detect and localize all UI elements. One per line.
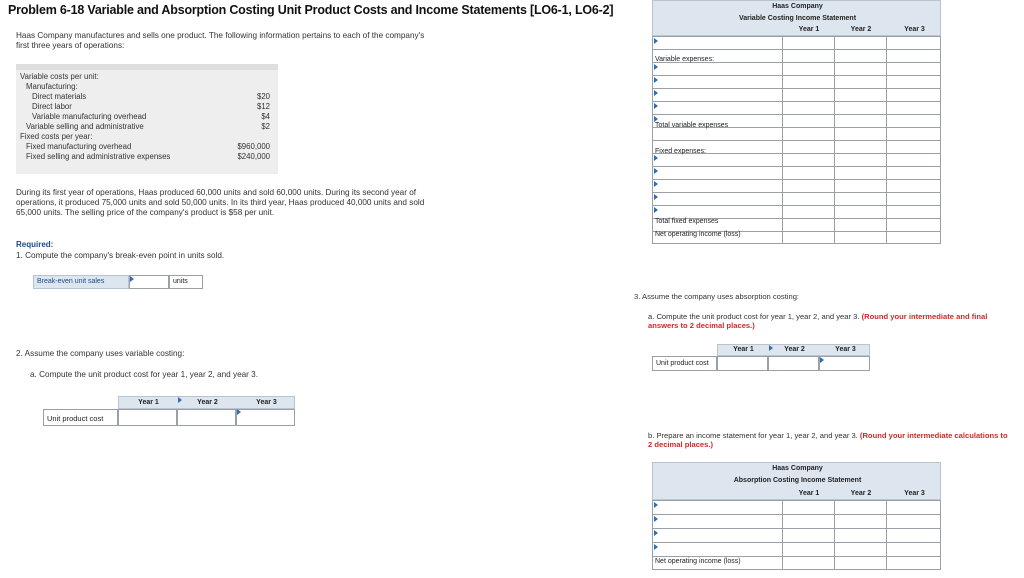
requirement-2a-text: a. Compute the unit product cost for year 1, year 2, and year 3. xyxy=(30,370,259,379)
statement-input-cell[interactable] xyxy=(834,192,886,205)
intro-text: Haas Company manufactures and sells one product. The following information pertains to each of the company's first three years of operations: xyxy=(16,31,425,50)
input-marker-icon xyxy=(654,155,658,161)
statement-input-cell[interactable] xyxy=(886,114,941,127)
input-marker-icon xyxy=(820,357,824,363)
vc-statement-header xyxy=(652,0,941,36)
vc-unit-cost-year2-input[interactable] xyxy=(177,409,236,426)
statement-input-cell[interactable] xyxy=(834,218,886,231)
statement-input-cell[interactable] xyxy=(782,542,834,556)
statement-input-cell[interactable] xyxy=(886,514,941,528)
ac-year-1-header: Year 1 xyxy=(733,346,754,353)
cost-data-box xyxy=(16,64,278,174)
operations-text: During its first year of operations, Haas produced 60,000 units and sold 60,000 units. During its second year of operations, it produced 75,000 units and sold 50,000 units. In its third year, Haas produced 40,000 units and sold 65,000 units. The selling price of the company's product is $58 per unit. xyxy=(16,188,425,217)
statement-input-cell[interactable] xyxy=(782,75,834,88)
vc-year-3-header: Year 3 xyxy=(904,26,925,33)
ac-year-2-header: Year 2 xyxy=(784,346,805,353)
statement-input-cell[interactable] xyxy=(834,556,886,570)
statement-input-cell[interactable] xyxy=(834,205,886,218)
statement-input-cell[interactable] xyxy=(886,542,941,556)
statement-input-cell[interactable] xyxy=(782,153,834,166)
breakeven-label-cell xyxy=(33,275,129,289)
vc-unit-cost-label-cell xyxy=(43,409,118,426)
statement-input-cell[interactable] xyxy=(886,153,941,166)
requirement-3a-note: (Round your intermediate and final answers to 2 decimal places.) xyxy=(648,312,988,330)
statement-input-cell[interactable] xyxy=(834,75,886,88)
direct-materials-label: Direct materials xyxy=(32,92,87,101)
vc-year-2-header: Year 2 xyxy=(850,26,872,33)
statement-input-cell[interactable] xyxy=(886,192,941,205)
var-mfg-oh-value: $4 xyxy=(261,112,270,121)
vc-unit-cost-year1-input[interactable] xyxy=(118,409,177,426)
statement-input-cell[interactable] xyxy=(886,166,941,179)
statement-input-cell[interactable] xyxy=(886,179,941,192)
ac-unit-cost-header xyxy=(717,344,870,356)
vc-unit-cost-header xyxy=(118,396,295,409)
statement-input-cell[interactable] xyxy=(834,542,886,556)
statement-input-cell[interactable] xyxy=(834,49,886,62)
fixed-mfg-oh-label: Fixed manufacturing overhead xyxy=(26,142,132,151)
statement-input-cell[interactable] xyxy=(886,556,941,570)
statement-input-cell[interactable] xyxy=(834,231,886,244)
ac-stmt-year-2-header: Year 2 xyxy=(850,490,872,497)
statement-input-cell[interactable] xyxy=(782,114,834,127)
ac-year-3-header: Year 3 xyxy=(835,346,856,353)
input-marker-icon xyxy=(654,530,658,536)
fixed-sga-label: Fixed selling and administrative expenses xyxy=(26,152,171,161)
vc-company-name: Haas Company xyxy=(772,3,823,10)
statement-input-cell[interactable] xyxy=(782,179,834,192)
statement-input-cell[interactable] xyxy=(782,62,834,75)
breakeven-input[interactable] xyxy=(129,275,169,289)
vc-variable-expenses-label: Variable expenses: xyxy=(655,56,715,63)
direct-labor-value: $12 xyxy=(256,102,270,111)
input-marker-icon xyxy=(237,409,241,415)
statement-input-cell[interactable] xyxy=(886,500,941,514)
statement-input-cell[interactable] xyxy=(886,36,941,49)
var-mfg-oh-label: Variable manufacturing overhead xyxy=(32,112,147,121)
statement-input-cell[interactable] xyxy=(834,88,886,101)
statement-input-cell[interactable] xyxy=(886,528,941,542)
manufacturing-header: Manufacturing: xyxy=(26,82,78,91)
input-marker-icon xyxy=(654,544,658,550)
ac-unit-cost-year3-input[interactable] xyxy=(819,356,870,371)
statement-input-cell[interactable] xyxy=(834,528,886,542)
input-marker-icon xyxy=(654,181,658,187)
statement-input-cell[interactable] xyxy=(782,127,834,140)
vc-year-1-header: Year 1 xyxy=(798,26,820,33)
statement-input-cell[interactable] xyxy=(886,231,941,244)
statement-input-cell[interactable] xyxy=(834,62,886,75)
ac-statement-header xyxy=(652,462,941,500)
statement-input-cell[interactable] xyxy=(886,101,941,114)
statement-input-cell[interactable] xyxy=(886,75,941,88)
statement-input-cell[interactable] xyxy=(782,101,834,114)
vc-total-fixed-label: Total fixed expenses xyxy=(655,218,719,225)
statement-input-cell[interactable] xyxy=(782,500,834,514)
requirement-1-text: 1. Compute the company's break-even point in units sold. xyxy=(16,251,225,260)
input-marker-icon xyxy=(654,207,658,213)
requirement-3a-main: a. Compute the unit product cost for year 1, year 2, and year 3. xyxy=(648,312,860,321)
statement-input-cell[interactable] xyxy=(782,49,834,62)
direct-labor-label: Direct labor xyxy=(32,102,72,111)
page-title: Problem 6-18 Variable and Absorption Costing Unit Product Costs and Income Statements [LO6-1, LO6-2] xyxy=(8,3,614,17)
statement-input-cell[interactable] xyxy=(886,218,941,231)
statement-input-cell[interactable] xyxy=(834,101,886,114)
fixed-sga-value: $240,000 xyxy=(237,152,270,161)
statement-input-cell[interactable] xyxy=(782,528,834,542)
statement-input-cell[interactable] xyxy=(782,140,834,153)
ac-unit-cost-label-cell xyxy=(652,356,717,371)
input-marker-icon xyxy=(654,168,658,174)
statement-input-cell[interactable] xyxy=(834,500,886,514)
input-marker-icon xyxy=(130,276,134,282)
statement-input-cell[interactable] xyxy=(834,166,886,179)
ac-net-income-label: Net operating income (loss) xyxy=(655,558,741,565)
statement-input-cell[interactable] xyxy=(886,140,941,153)
vc-fixed-expenses-label: Fixed expenses: xyxy=(655,148,706,155)
breakeven-unit-cell xyxy=(169,275,203,289)
statement-input-cell[interactable] xyxy=(782,514,834,528)
statement-input-cell[interactable] xyxy=(834,140,886,153)
statement-input-cell[interactable] xyxy=(782,205,834,218)
statement-input-cell[interactable] xyxy=(782,36,834,49)
requirement-3b-main: b. Prepare an income statement for year 1, year 2, and year 3. xyxy=(648,431,858,440)
statement-input-cell[interactable] xyxy=(782,166,834,179)
statement-input-cell[interactable] xyxy=(886,127,941,140)
statement-input-cell[interactable] xyxy=(886,62,941,75)
year-1-header: Year 1 xyxy=(138,399,159,406)
ac-unit-cost-year2-input[interactable] xyxy=(768,356,819,371)
variable-costs-header: Variable costs per unit: xyxy=(20,72,99,81)
input-marker-icon xyxy=(178,397,182,403)
input-marker-icon xyxy=(654,502,658,508)
vc-unit-cost-label: Unit product cost xyxy=(47,414,104,423)
statement-input-cell[interactable] xyxy=(782,192,834,205)
statement-input-cell[interactable] xyxy=(834,153,886,166)
ac-unit-cost-label: Unit product cost xyxy=(656,360,709,367)
ac-stmt-year-1-header: Year 1 xyxy=(798,490,820,497)
statement-input-cell[interactable] xyxy=(782,218,834,231)
statement-input-cell[interactable] xyxy=(782,231,834,244)
input-marker-icon xyxy=(654,516,658,522)
vc-unit-cost-year3-input[interactable] xyxy=(236,409,295,426)
vc-net-income-label: Net operating income (loss) xyxy=(655,231,741,238)
statement-input-cell[interactable] xyxy=(886,49,941,62)
statement-input-cell[interactable] xyxy=(834,179,886,192)
fixed-costs-header: Fixed costs per year: xyxy=(20,132,93,141)
year-2-header: Year 2 xyxy=(197,399,218,406)
statement-input-cell[interactable] xyxy=(834,114,886,127)
requirement-3b-note: (Round your intermediate calculations to 2 decimal places.) xyxy=(648,431,1008,449)
input-marker-icon xyxy=(654,38,658,44)
requirement-2-text: 2. Assume the company uses variable costing: xyxy=(16,349,185,358)
ac-unit-cost-year1-input[interactable] xyxy=(717,356,768,371)
input-marker-icon xyxy=(654,103,658,109)
requirement-3a-text xyxy=(648,312,1008,330)
ac-stmt-year-3-header: Year 3 xyxy=(904,490,925,497)
statement-input-cell[interactable] xyxy=(886,205,941,218)
var-sga-value: $2 xyxy=(261,122,270,131)
requirement-3-text: 3. Assume the company uses absorption costing: xyxy=(634,292,800,301)
input-marker-icon xyxy=(654,64,658,70)
statement-input-cell[interactable] xyxy=(834,514,886,528)
fixed-mfg-oh-value: $960,000 xyxy=(237,142,270,151)
vc-statement-title: Variable Costing Income Statement xyxy=(738,15,857,22)
ac-statement-title: Absorption Costing Income Statement xyxy=(733,477,862,484)
statement-input-cell[interactable] xyxy=(834,127,886,140)
year-3-header: Year 3 xyxy=(256,399,277,406)
input-marker-icon xyxy=(769,345,773,351)
vc-total-variable-label: Total variable expenses xyxy=(655,122,729,129)
breakeven-unit: units xyxy=(173,278,188,285)
requirement-3b-text xyxy=(648,431,1008,449)
breakeven-label: Break-even unit sales xyxy=(37,278,105,285)
input-marker-icon xyxy=(654,90,658,96)
required-heading: Required: xyxy=(16,240,54,249)
statement-input-cell[interactable] xyxy=(782,556,834,570)
statement-input-cell[interactable] xyxy=(782,88,834,101)
direct-materials-value: $20 xyxy=(256,92,270,101)
input-marker-icon xyxy=(654,194,658,200)
input-marker-icon xyxy=(654,77,658,83)
statement-input-cell[interactable] xyxy=(886,88,941,101)
var-sga-label: Variable selling and administrative xyxy=(26,122,144,131)
ac-company-name: Haas Company xyxy=(772,465,823,472)
statement-input-cell[interactable] xyxy=(834,36,886,49)
